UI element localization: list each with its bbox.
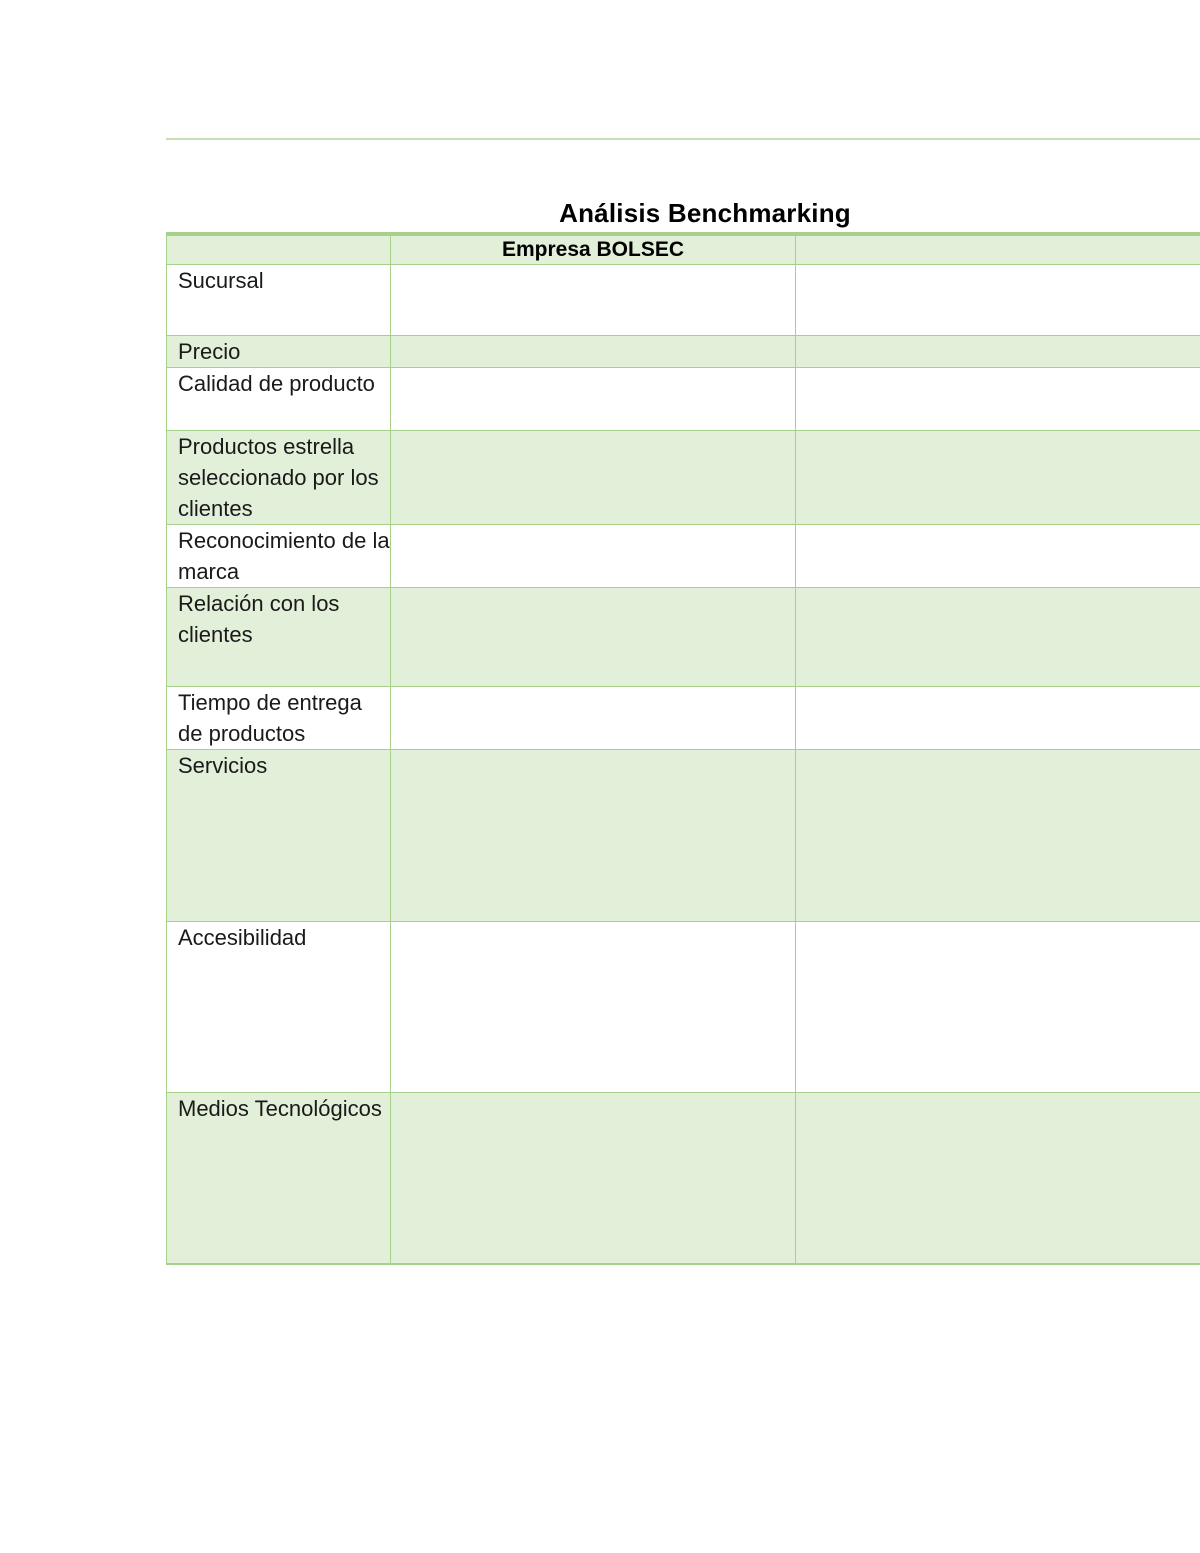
table-cell[interactable] bbox=[391, 525, 796, 588]
table-row bbox=[167, 922, 1200, 1093]
table-cell[interactable] bbox=[796, 1093, 1200, 1264]
table-cell[interactable] bbox=[796, 336, 1200, 368]
table-row bbox=[167, 588, 1200, 687]
header-cell-criteria bbox=[167, 234, 391, 265]
row-label: Calidad de producto bbox=[167, 368, 391, 431]
table-cell[interactable] bbox=[391, 750, 796, 922]
table-cell[interactable] bbox=[796, 368, 1200, 431]
table-row bbox=[167, 687, 1200, 750]
table-cell[interactable] bbox=[391, 265, 796, 336]
row-label: Relación con los clientes bbox=[167, 588, 391, 687]
benchmark-table-container bbox=[166, 232, 1200, 1265]
document-title: Análisis Benchmarking bbox=[559, 198, 851, 228]
table-row bbox=[167, 431, 1200, 525]
row-label: Precio bbox=[167, 336, 391, 368]
row-label: Sucursal bbox=[167, 265, 391, 336]
table-cell[interactable] bbox=[391, 922, 796, 1093]
row-label: Tiempo de entrega de productos bbox=[167, 687, 391, 750]
header-cell-company bbox=[391, 234, 796, 265]
row-label: Medios Tecnológicos bbox=[167, 1093, 391, 1264]
row-label: Accesibilidad bbox=[167, 922, 391, 1093]
table-row bbox=[167, 750, 1200, 922]
table-cell[interactable] bbox=[391, 687, 796, 750]
table-cell[interactable] bbox=[391, 336, 796, 368]
table-cell[interactable] bbox=[391, 588, 796, 687]
table-cell[interactable] bbox=[391, 368, 796, 431]
table-cell[interactable] bbox=[796, 750, 1200, 922]
table-header-row bbox=[167, 234, 1200, 265]
table-row bbox=[167, 1093, 1200, 1264]
table-cell[interactable] bbox=[796, 922, 1200, 1093]
header-cell-competitor bbox=[796, 234, 1200, 265]
table-row bbox=[167, 265, 1200, 336]
table-cell[interactable] bbox=[796, 588, 1200, 687]
row-label: Productos estrella seleccionado por los clientes bbox=[167, 431, 391, 525]
table-cell[interactable] bbox=[391, 1093, 796, 1264]
table-cell[interactable] bbox=[391, 431, 796, 525]
header-rule bbox=[166, 138, 1200, 140]
company-column-header: Empresa BOLSEC bbox=[501, 238, 685, 261]
benchmark-table bbox=[166, 232, 1200, 1265]
table-cell[interactable] bbox=[796, 687, 1200, 750]
table-row bbox=[167, 336, 1200, 368]
table-cell[interactable] bbox=[796, 265, 1200, 336]
row-label: Servicios bbox=[167, 750, 391, 922]
row-label: Reconocimiento de la marca bbox=[167, 525, 391, 588]
table-cell[interactable] bbox=[796, 525, 1200, 588]
table-row bbox=[167, 368, 1200, 431]
table-cell[interactable] bbox=[796, 431, 1200, 525]
table-row bbox=[167, 525, 1200, 588]
